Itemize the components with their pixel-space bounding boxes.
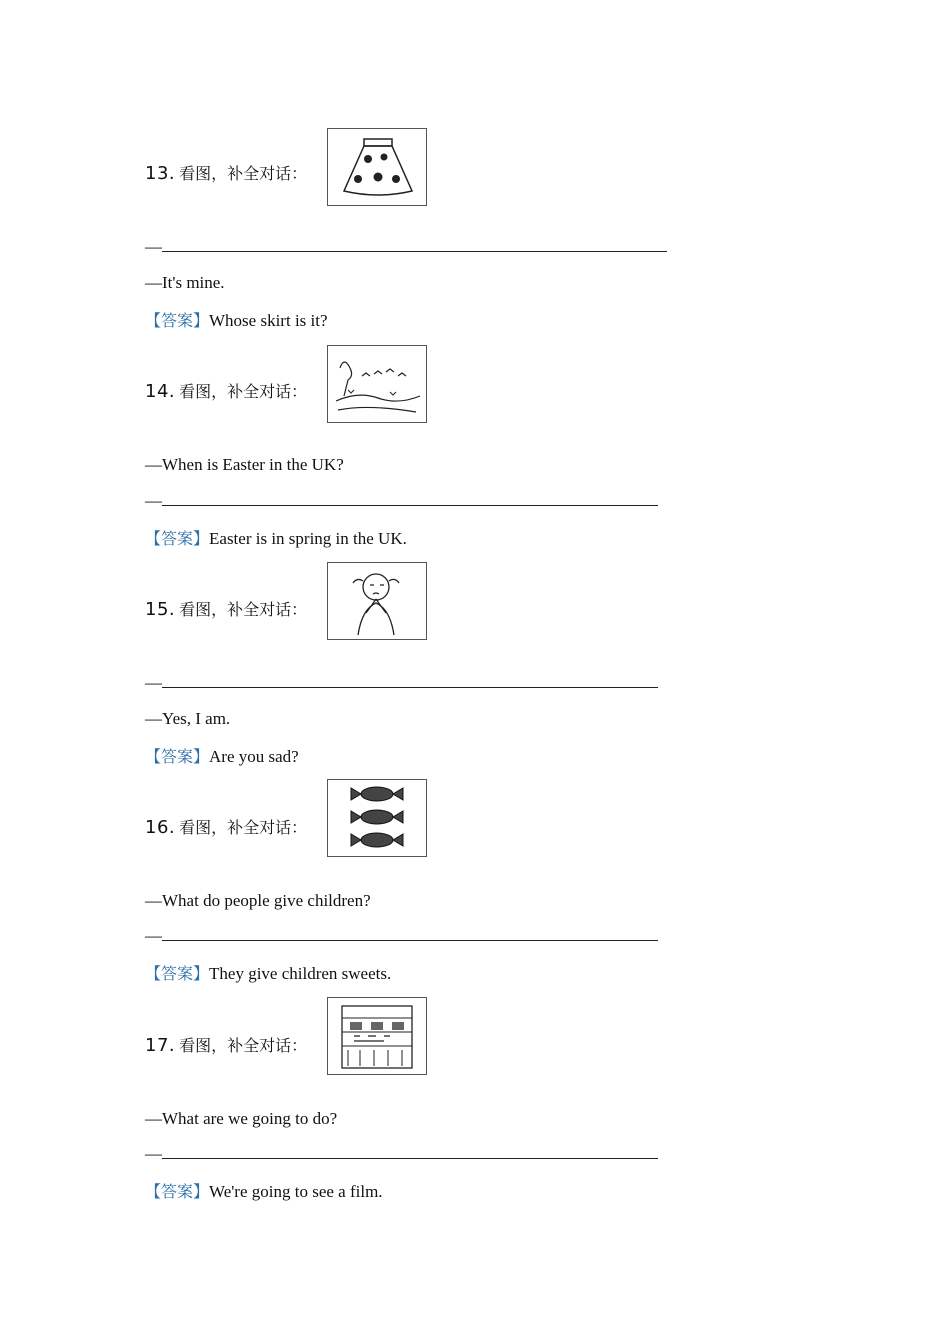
crying-girl-picture — [327, 562, 427, 640]
dialogue-line: — — [145, 673, 658, 693]
answer-label: 【答案】 — [145, 964, 210, 983]
spring-landscape-picture — [327, 345, 427, 423]
dialogue-line: — — [145, 926, 658, 946]
cinema-icon — [328, 998, 426, 1074]
dialogue-line: — — [145, 1144, 658, 1164]
dialogue-line: — — [145, 491, 658, 511]
answer-text: Easter is in spring in the UK. — [209, 529, 407, 548]
dialogue-line: —What are we going to do? — [145, 1109, 338, 1128]
answer-blank[interactable] — [162, 1144, 658, 1159]
dialogue-line: —Yes, I am. — [145, 709, 231, 728]
answer-blank[interactable] — [162, 926, 658, 941]
question-prompt: 看图，补全对话： — [179, 600, 308, 619]
question-heading — [145, 161, 307, 185]
question-prompt: 看图，补全对话： — [179, 382, 308, 401]
answer-line — [145, 308, 328, 331]
question-prompt: 看图，补全对话： — [179, 818, 308, 837]
question-number: 17. — [145, 1035, 176, 1056]
girl-icon — [328, 563, 426, 639]
answer-blank[interactable] — [162, 491, 658, 506]
question-number: 13. — [145, 163, 176, 184]
dialogue-line: —What do people give children? — [145, 891, 371, 910]
dialogue-line: — — [145, 237, 667, 257]
answer-line — [145, 526, 407, 549]
answer-line — [145, 961, 391, 984]
question-number: 15. — [145, 599, 176, 620]
sweets-picture — [327, 779, 427, 857]
dialogue-line: —When is Easter in the UK? — [145, 455, 344, 474]
cinema-picture — [327, 997, 427, 1075]
question-heading — [145, 815, 307, 839]
answer-text: They give children sweets. — [209, 964, 392, 983]
question-number: 14. — [145, 381, 176, 402]
skirt-icon — [328, 129, 426, 205]
question-heading — [145, 379, 307, 403]
answer-label: 【答案】 — [145, 529, 210, 548]
landscape-icon — [328, 346, 426, 422]
answer-line — [145, 744, 299, 767]
question-heading — [145, 597, 307, 621]
answer-text: We're going to see a film. — [209, 1182, 383, 1201]
answer-label: 【答案】 — [145, 311, 210, 330]
question-prompt: 看图，补全对话： — [179, 1036, 308, 1055]
question-heading — [145, 1033, 307, 1057]
question-number: 16. — [145, 817, 176, 838]
answer-label: 【答案】 — [145, 747, 210, 766]
dialogue-line: —It's mine. — [145, 273, 225, 292]
sweets-icon — [328, 780, 426, 856]
answer-label: 【答案】 — [145, 1182, 210, 1201]
answer-blank[interactable] — [162, 673, 658, 688]
answer-line — [145, 1179, 383, 1202]
skirt-picture — [327, 128, 427, 206]
question-prompt: 看图，补全对话： — [179, 164, 308, 183]
answer-text: Whose skirt is it? — [209, 311, 328, 330]
answer-text: Are you sad? — [209, 747, 299, 766]
answer-blank[interactable] — [162, 237, 667, 252]
